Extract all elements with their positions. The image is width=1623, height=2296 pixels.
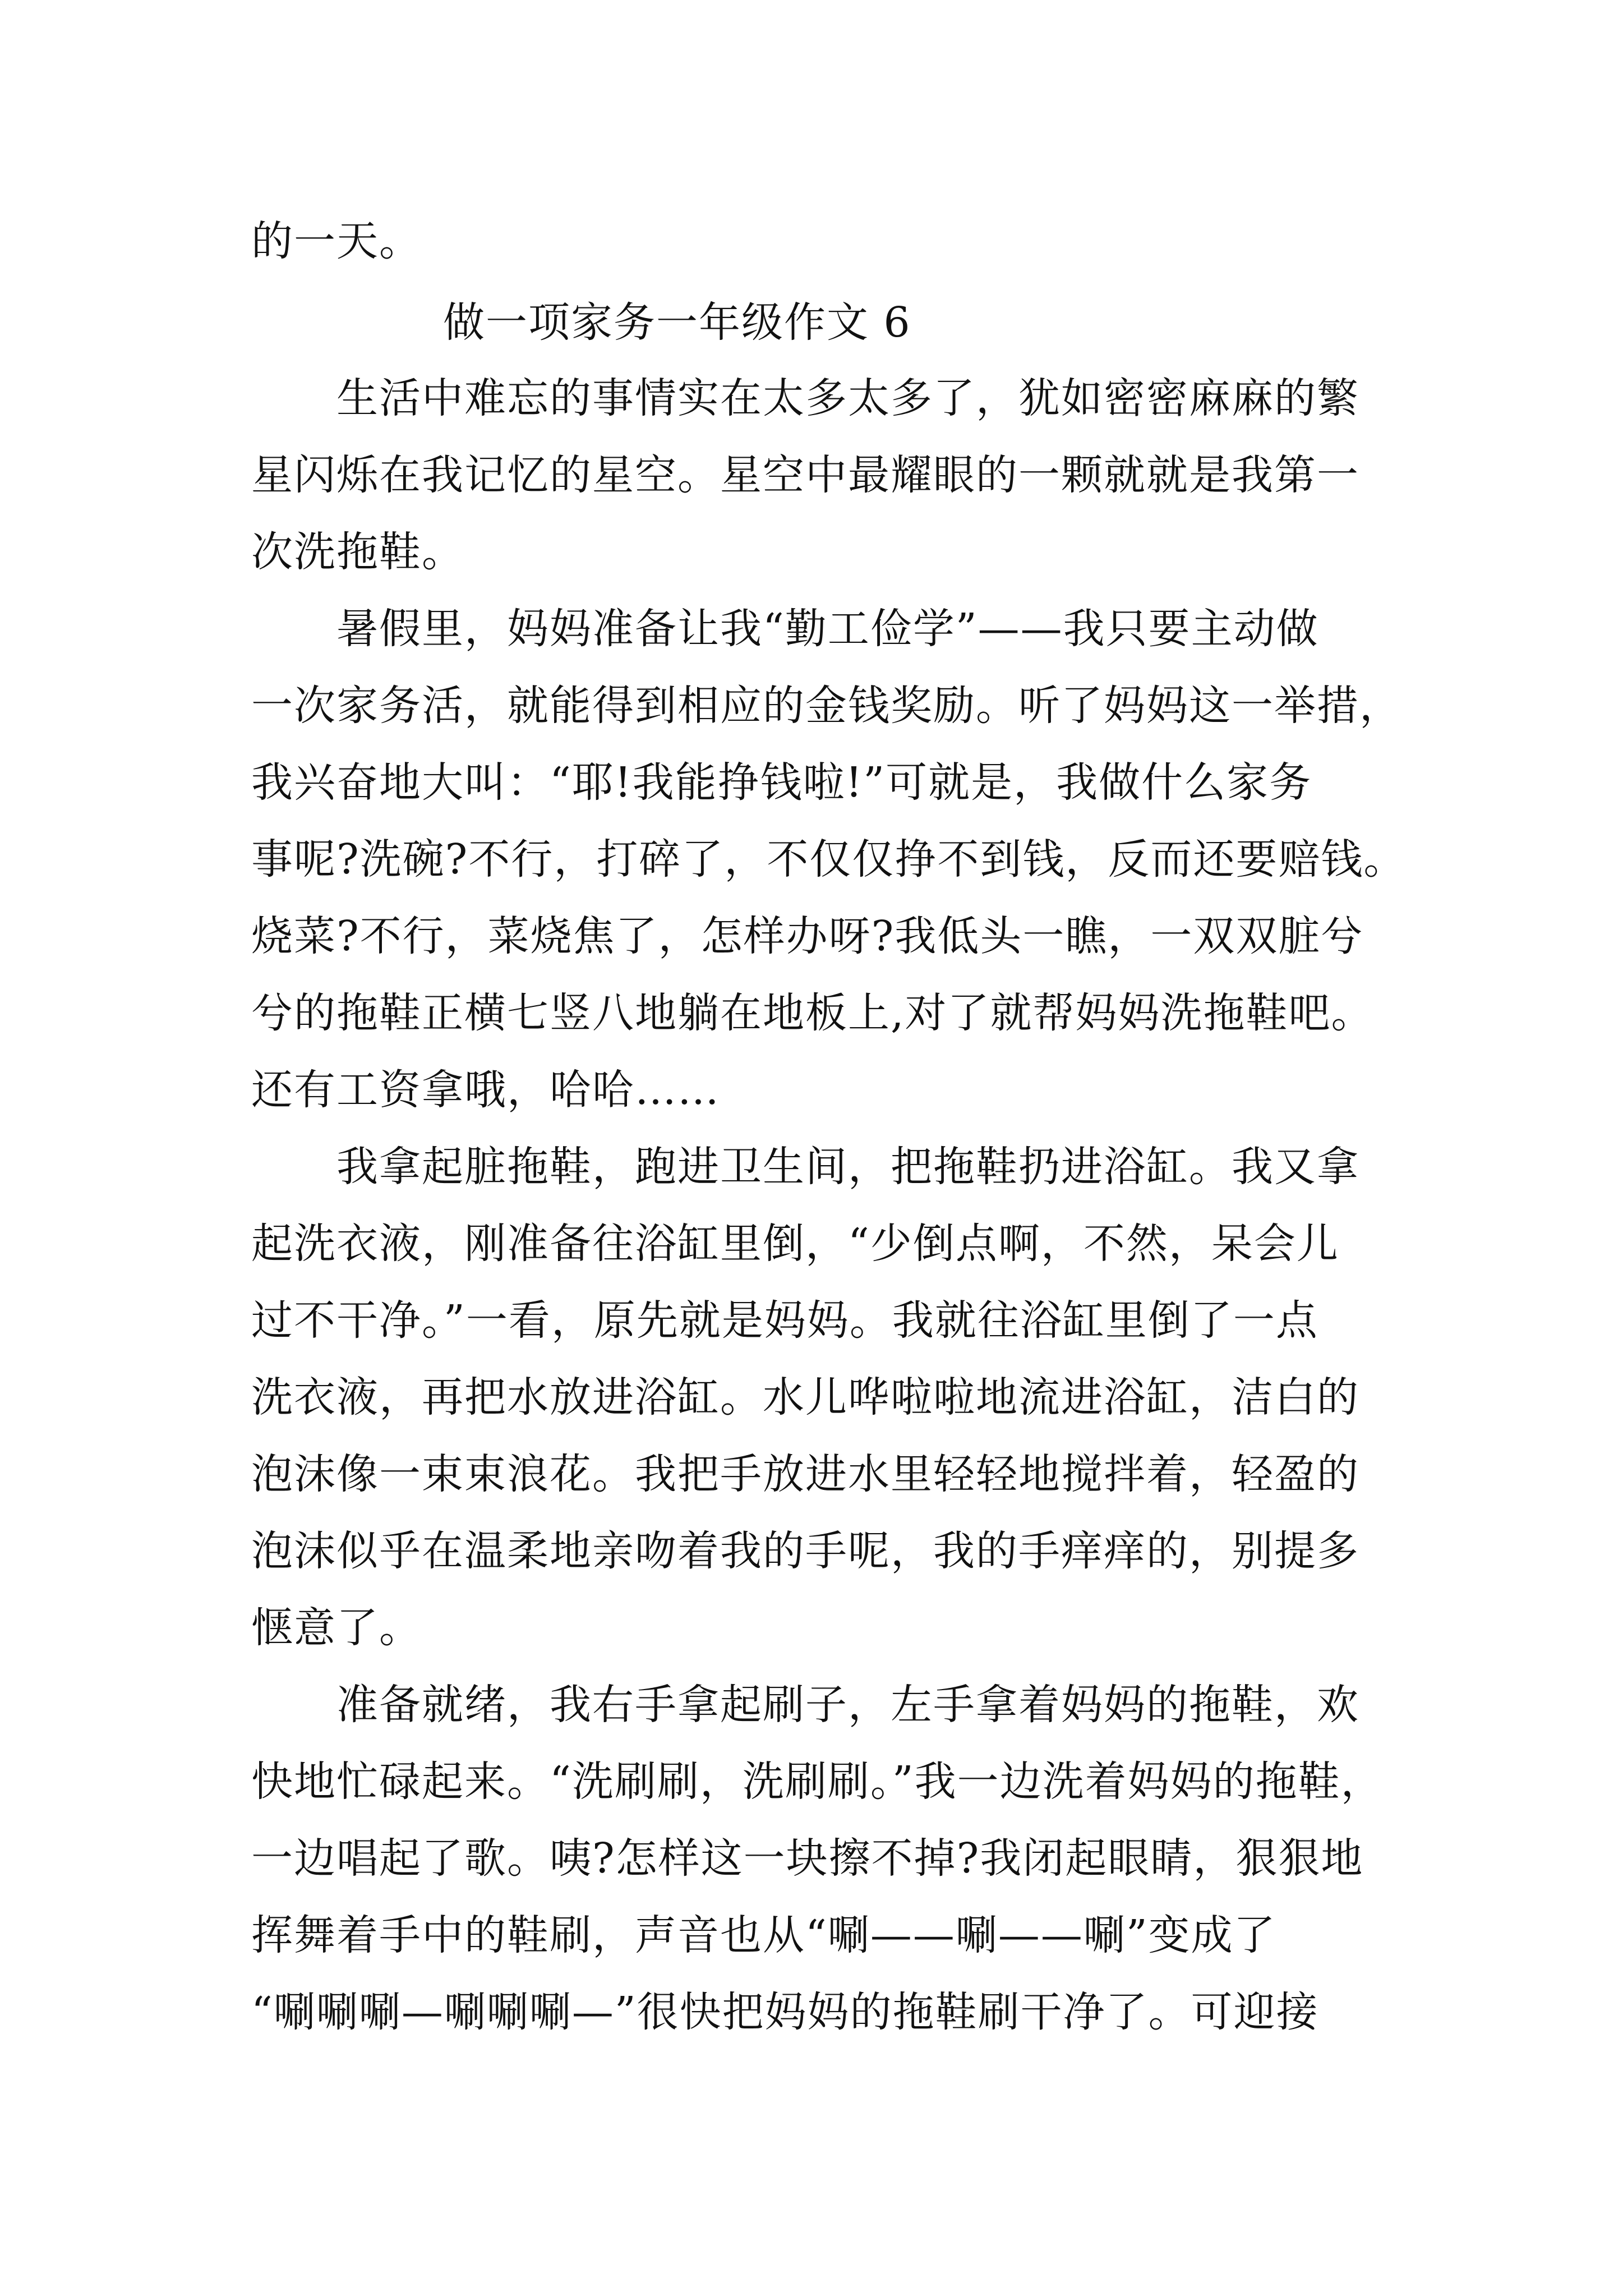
text-line: 起洗衣液，刚准备往浴缸里倒，“少倒点啊，不然，呆会儿 [251,1220,1339,1268]
text-line: 事呢?洗碗?不行，打碎了，不仅仅挣不到钱，反而还要赔钱。 [251,835,1407,884]
text-line: 一边唱起了歌。咦?怎样这一块擦不掉?我闭起眼睛，狠狠地 [251,1834,1364,1883]
text-line: 烧菜?不行，菜烧焦了，怎样办呀?我低头一瞧，一双双脏兮 [251,912,1364,960]
text-line: 准备就绪，我右手拿起刷子，左手拿着妈妈的拖鞋，欢 [336,1681,1359,1729]
text-line: 泡沫似乎在温柔地亲吻着我的手呢，我的手痒痒的，别提多 [251,1527,1359,1575]
text-line: 的一天。 [251,217,422,265]
text-line: 惬意了。 [251,1604,422,1652]
text-line: 我兴奋地大叫：“耶!我能挣钱啦!”可就是，我做什么家务 [251,758,1312,807]
text-line: 生活中难忘的事情实在太多太多了，犹如密密麻麻的繁 [336,374,1359,422]
text-line: “唰唰唰—唰唰唰—”很快把妈妈的拖鞋刷干净了。可迎接 [251,1988,1319,2036]
text-line: 次洗拖鞋。 [251,528,464,576]
text-line: 泡沫像一束束浪花。我把手放进水里轻轻地搅拌着，轻盈的 [251,1450,1359,1498]
text-line: 快地忙碌起来。“洗刷刷，洗刷刷。”我一边洗着妈妈的拖鞋， [251,1757,1384,1806]
text-line: 星闪烁在我记忆的星空。星空中最耀眼的一颗就就是我第一 [251,451,1359,499]
text-line: 暑假里，妈妈准备让我“勤工俭学”——我只要主动做 [336,605,1319,653]
text-line: 洗衣液，再把水放进浴缸。水儿哗啦啦地流进浴缸，洁白的 [251,1373,1359,1421]
essay-title: 做一项家务一年级作文 6 [443,298,911,347]
text-line: 挥舞着手中的鞋刷，声音也从“唰——唰——唰”变成了 [251,1911,1276,1959]
text-line: 一次家务活，就能得到相应的金钱奖励。听了妈妈这一举措， [251,682,1402,730]
text-line: 我拿起脏拖鞋，跑进卫生间，把拖鞋扔进浴缸。我又拿 [336,1143,1359,1191]
text-line: 兮的拖鞋正横七竖八地躺在地板上,对了就帮妈妈洗拖鞋吧。 [251,989,1374,1037]
text-line: 过不干净。”一看，原先就是妈妈。我就往浴缸里倒了一点 [251,1296,1318,1345]
text-line: 还有工资拿哦，哈哈…… [251,1066,720,1114]
